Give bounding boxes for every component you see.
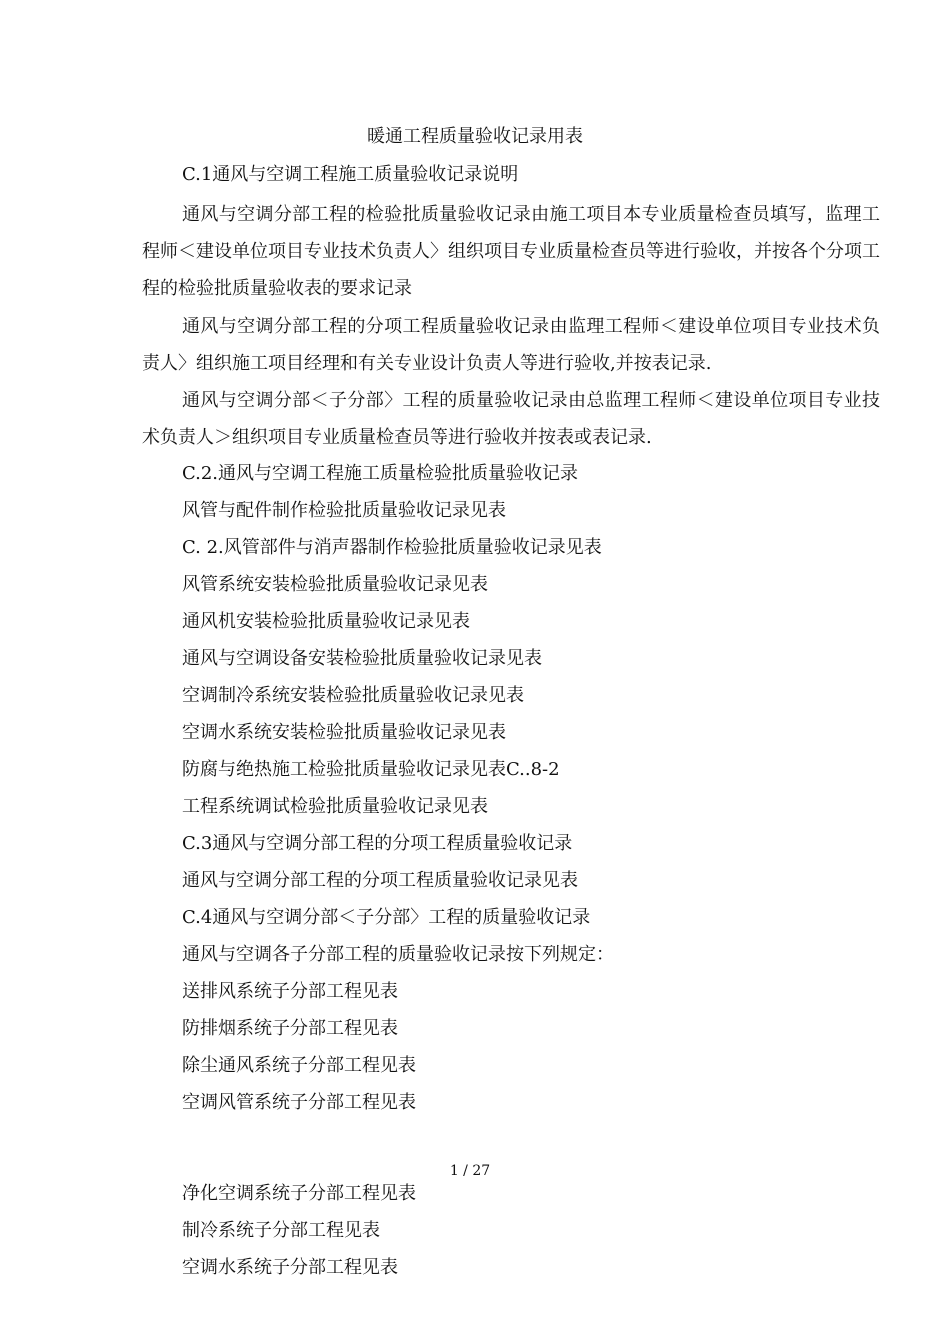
list-item: 通风机安装检验批质量验收记录见表 [182, 611, 470, 632]
list-item: 防腐与绝热施工检验批质量验收记录见表C..8-2 [182, 759, 560, 780]
page-number: 1 / 27 [449, 1163, 491, 1179]
list-item: 空调水系统安装检验批质量验收记录见表 [182, 722, 506, 743]
paragraph-3: 通风与空调分部＜子分部〉工程的质量验收记录由总监理工程师＜建设单位项目专业技术负责人＞组织项目专业质量检查员等进行验收并按表或表记录. [142, 390, 880, 448]
section-heading-c3: C.3通风与空调分部工程的分项工程质量验收记录 [182, 833, 573, 854]
section-heading-c1: C.1通风与空调工程施工质量验收记录说明 [182, 164, 519, 185]
list-item: 防排烟系统子分部工程见表 [182, 1018, 398, 1039]
paragraph-2: 通风与空调分部工程的分项工程质量验收记录由监理工程师＜建设单位项目专业技术负责人〉组织施工项目经理和有关专业设计负责人等进行验收,并按表记录. [142, 316, 880, 374]
list-item: 空调制冷系统安装检验批质量验收记录见表 [182, 685, 524, 706]
list-item: 通风与空调各子分部工程的质量验收记录按下列规定： [182, 944, 614, 965]
list-item: 通风与空调设备安装检验批质量验收记录见表 [182, 648, 542, 669]
list-item: 风管系统安装检验批质量验收记录见表 [182, 574, 488, 595]
list-item: 制冷系统子分部工程见表 [182, 1220, 380, 1241]
list-item: 净化空调系统子分部工程见表 [182, 1183, 416, 1204]
list-item: 送排风系统子分部工程见表 [182, 981, 398, 1002]
list-item: 通风与空调分部工程的分项工程质量验收记录见表 [182, 870, 578, 891]
paragraph-1: 通风与空调分部工程的检验批质量验收记录由施工项目本专业质量检查员填写，监理工程师＜建设单位项目专业技术负责人〉组织项目专业质量检查员等进行验收，并按各个分项工程的检验批质量验收表的要求记录 [142, 204, 880, 299]
document-title: 暖通工程质量验收记录用表 [367, 126, 583, 147]
list-item: 工程系统调试检验批质量验收记录见表 [182, 796, 488, 817]
list-item: 空调风管系统子分部工程见表 [182, 1092, 416, 1113]
section-heading-c2: C.2.通风与空调工程施工质量检验批质量验收记录 [182, 463, 579, 484]
list-item: 空调水系统子分部工程见表 [182, 1257, 398, 1278]
section-heading-c4: C.4通风与空调分部＜子分部〉工程的质量验收记录 [182, 907, 591, 928]
list-item: C. 2.风管部件与消声器制作检验批质量验收记录见表 [182, 537, 602, 558]
list-item: 风管与配件制作检验批质量验收记录见表 [182, 500, 506, 521]
list-item: 除尘通风系统子分部工程见表 [182, 1055, 416, 1076]
